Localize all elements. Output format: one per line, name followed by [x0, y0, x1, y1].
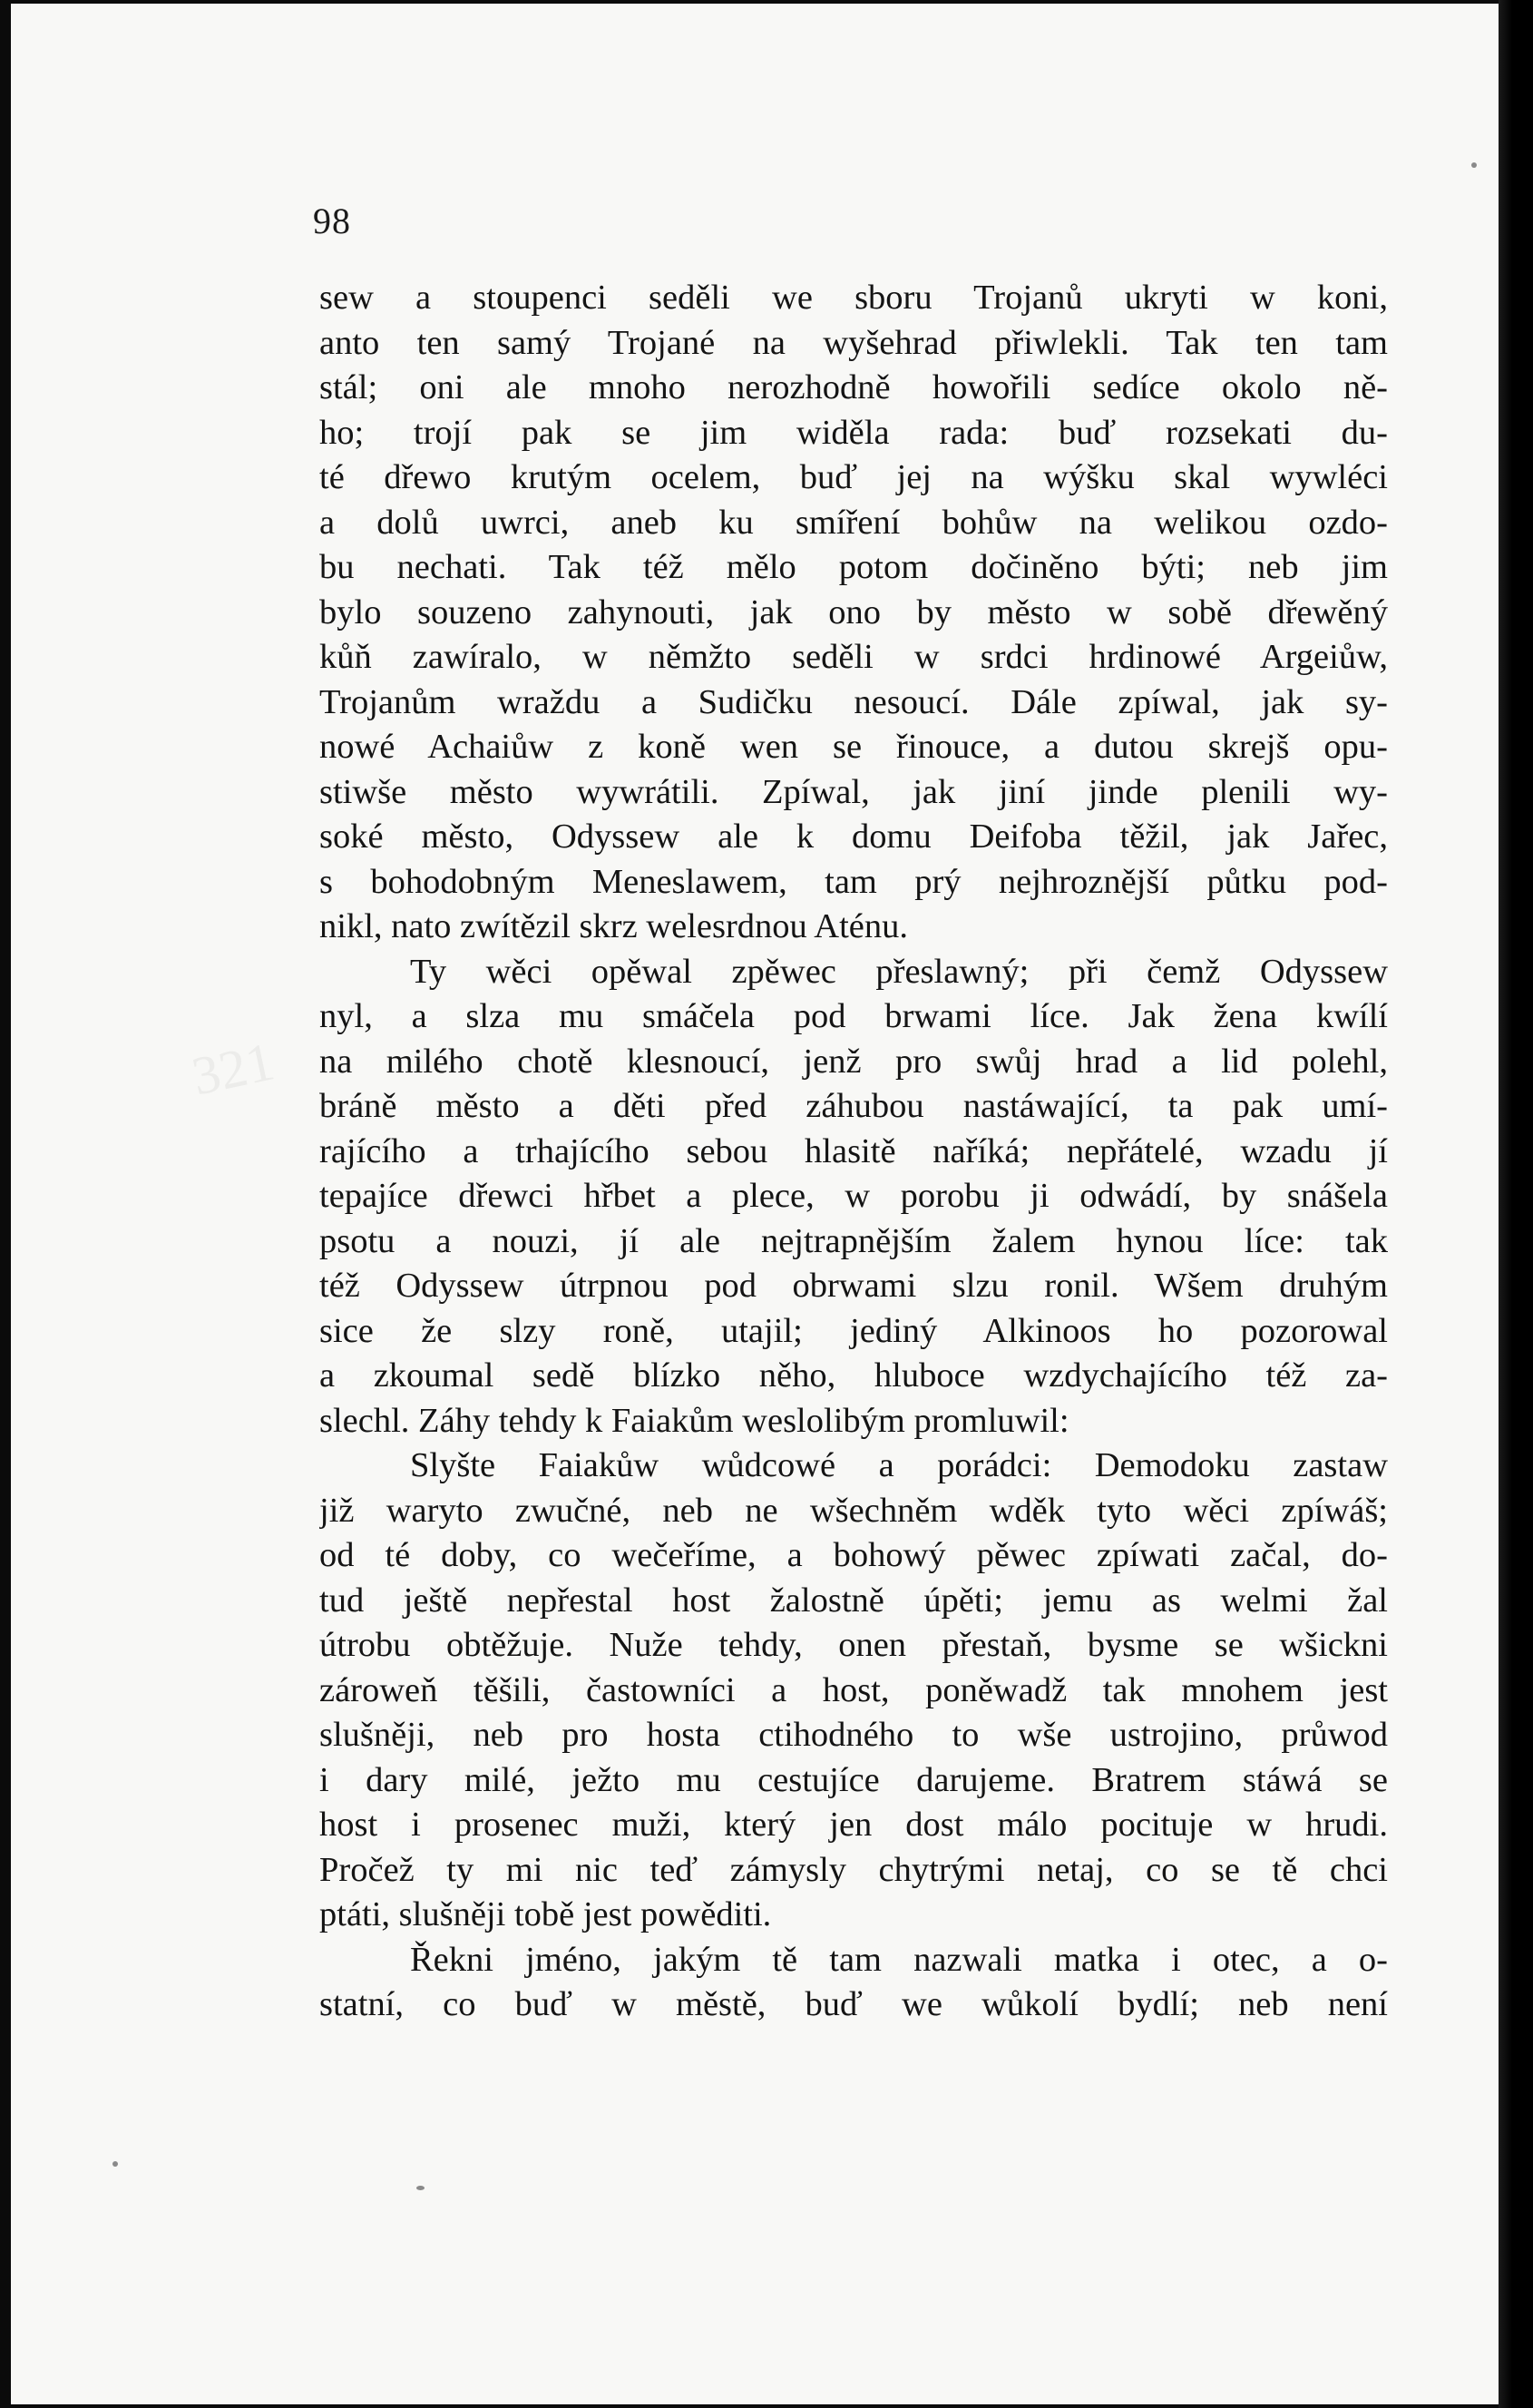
text-line: bylo souzeno zahynouti, jak ono by město w sobě dřewěný: [319, 592, 1388, 631]
text-line: již waryto zwučné, neb ne wšechněm wděk tyto wěci zpíwáš;: [319, 1491, 1388, 1530]
text-line: stál; oni ale mnoho nerozhodně howořili sedíce okolo ně-: [319, 368, 1388, 406]
text-line: od té doby, co wečeříme, a bohowý pěwec zpíwati začal, do-: [319, 1536, 1388, 1574]
text-line: slušněji, neb pro hosta ctihodného to wše ustrojino, průwod: [319, 1716, 1388, 1754]
text-line: té dřewo krutým ocelem, buď jej na wýšku skal wywléci: [319, 458, 1388, 496]
text-line: slechl. Záhy tehdy k Faiakům weslolibým promluwil:: [319, 1401, 1069, 1440]
text-line: Slyšte Faiakůw wůdcowé a porádci: Demodoku zastaw: [410, 1446, 1388, 1484]
text-line: na milého chotě klesnoucí, jenž pro swůj hrad a lid polehl,: [319, 1042, 1388, 1081]
text-line: a dolů uwrci, aneb ku smíření bohůw na welikou ozdo-: [319, 503, 1388, 542]
text-line: stiwše město wywrátili. Zpíwal, jak jiní jinde plenili wy-: [319, 772, 1388, 811]
text-line: s bohodobným Meneslawem, tam prý nejhroznější půtku pod-: [319, 862, 1388, 901]
text-line: nikl, nato zwítězil skrz welesrdnou Aténu.: [319, 907, 908, 945]
bleed-through-mark: 321: [187, 1031, 279, 1107]
page-number: 98: [313, 201, 351, 241]
text-line: psotu a nouzi, jí ale nejtrapnějším žalem hynou líce: tak: [319, 1221, 1388, 1260]
speck: [416, 2186, 425, 2190]
text-line: Pročež ty mi nic teď zámysly chytrými netaj, co se tě chci: [319, 1850, 1388, 1889]
text-line: nyl, a slza mu smáčela pod brwami líce. Jak žena kwílí: [319, 997, 1388, 1035]
text-line: tepajíce dřewci hřbet a plece, w porobu ji odwádí, by snášela: [319, 1177, 1388, 1215]
text-line: statní, co buď w městě, buď we wůkolí bydlí; neb není: [319, 1985, 1388, 2023]
speck: [112, 2161, 118, 2167]
book-page: [11, 4, 1499, 2404]
text-line: nowé Achaiůw z koně wen se řinouce, a dutou skrejš opu-: [319, 728, 1388, 766]
text-line: Řekni jméno, jakým tě tam nazwali matka i otec, a o-: [410, 1940, 1388, 1979]
text-line: ho; trojí pak se jim widěla rada: buď rozsekati du-: [319, 413, 1388, 452]
text-line: soké město, Odyssew ale k domu Deifoba těžil, jak Jařec,: [319, 817, 1388, 856]
text-line: tud ještě nepřestal host žalostně úpěti; jemu as welmi žal: [319, 1581, 1388, 1620]
body-text: [319, 276, 1388, 2028]
text-line: i dary milé, ježto mu cestujíce darujeme. Bratrem stáwá se: [319, 1760, 1388, 1799]
scan-border: [1499, 0, 1533, 2408]
text-line: též Odyssew útrpnou pod obrwami slzu ronil. Wšem druhým: [319, 1267, 1388, 1305]
text-line: bráně město a děti před záhubou nastáwající, ta pak umí-: [319, 1087, 1388, 1125]
text-line: kůň zawíralo, w němžto seděli w srdci hrdinowé Argeiůw,: [319, 638, 1388, 676]
text-line: a zkoumal sedě blízko něho, hluboce wzdychajícího též za-: [319, 1356, 1388, 1395]
text-line: host i prosenec muži, který jen dost málo pocituje w hrudi.: [319, 1806, 1388, 1844]
text-line: ptáti, slušněji tobě jest powěditi.: [319, 1895, 772, 1933]
text-line: anto ten samý Trojané na wyšehrad přiwlekli. Tak ten tam: [319, 323, 1388, 362]
text-line: Trojanům wraždu a Sudičku nesoucí. Dále zpíwal, jak sy-: [319, 682, 1388, 721]
speck: [1471, 162, 1477, 168]
text-line: sew a stoupenci seděli we sboru Trojanů ukryti w koni,: [319, 279, 1388, 317]
text-line: rajícího a trhajícího sebou hlasitě naříká; nepřátelé, wzadu jí: [319, 1131, 1388, 1170]
text-line: útrobu obtěžuje. Nuže tehdy, onen přestaň, bysme se wšickni: [319, 1626, 1388, 1664]
text-line: Ty wěci opěwal zpěwec přeslawný; při čemž Odyssew: [410, 952, 1388, 991]
text-line: sice že slzy roně, utajil; jediný Alkinoos ho pozorowal: [319, 1311, 1388, 1350]
text-line: zároweň těšili, častowníci a host, poněwadž tak mnohem jest: [319, 1670, 1388, 1709]
text-line: bu nechati. Tak též mělo potom dočiněno býti; neb jim: [319, 548, 1388, 586]
